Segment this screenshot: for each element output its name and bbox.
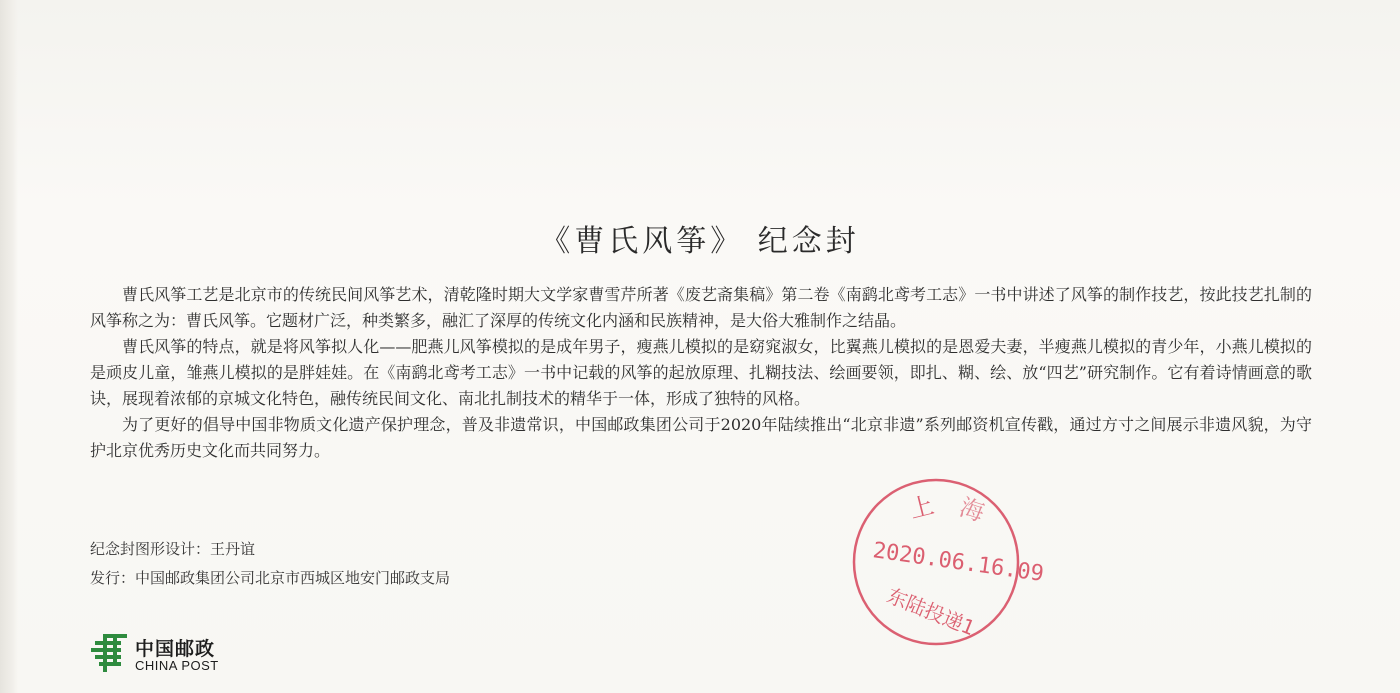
logo-name-cn: 中国邮政 (135, 638, 216, 660)
description-text (90, 282, 1312, 464)
postmark-date: 2020.06.16.09 (871, 538, 1046, 587)
postmark-city-char-2: 海 (956, 493, 988, 528)
paragraph-promotion: 为了更好的倡导中国非物质文化遗产保护理念，普及非遗常识，中国邮政集团公司于2020年陆续推出“北京非遗”系列邮资机宣传戳，通过方寸之间展示非遗风貌，为守护北京优秀历史文化而共同努力。 (90, 415, 1312, 460)
paragraph-history: 曹氏风筝工艺是北京市的传统民间风筝艺术，清乾隆时期大文学家曹雪芹所著《废艺斋集稿》第二卷《南鹞北鸢考工志》一书中讲述了风筝的制作技艺，按此技艺扎制的风筝称之为：曹氏风筝。它题材广泛，种类繁多，融汇了深厚的传统文化内涵和民族精神，是大俗大雅制作之结晶。 (90, 285, 1312, 330)
envelope-fold-edge (0, 0, 18, 693)
credits-block (90, 535, 450, 593)
design-credit: 纪念封图形设计：王丹谊 (90, 540, 256, 558)
postmark-stamp (848, 474, 1046, 650)
page-title: 《曹氏风筝》 纪念封 (540, 224, 860, 259)
china-post-emblem-icon (89, 632, 131, 674)
logo-name-en: CHINA POST (135, 658, 219, 673)
paragraph-features: 曹氏风筝的特点，就是将风筝拟人化——肥燕儿风筝模拟的是成年男子，瘦燕儿模拟的是窈窕淑女，比翼燕儿模拟的是恩爱夫妻，半瘦燕儿模拟的青少年，小燕儿模拟的是顽皮儿童，雏燕儿模拟的是胖娃娃。在《南鹞北鸢考工志》一书中记载的风筝的起放原理、扎糊技法、绘画要领，即扎、糊、绘、放“四艺”研究制作。它有着诗情画意的歌诀，展现着浓郁的京城文化特色，融传统民间文化、南北扎制技术的精华于一体，形成了独特的风格。 (90, 337, 1312, 408)
issuer-credit: 发行：中国邮政集团公司北京市西城区地安门邮政支局 (90, 569, 451, 587)
china-post-logo (89, 630, 249, 676)
postmark-city-char-1: 上 (906, 490, 937, 524)
postmark-location: 东陆投递1 (883, 583, 979, 641)
